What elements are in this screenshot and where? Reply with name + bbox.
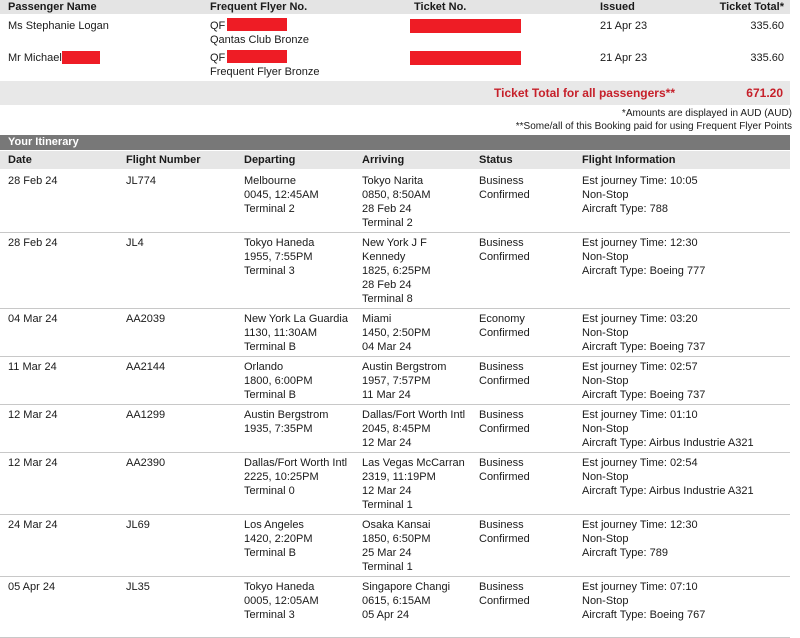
flight-information-line: Est journey Time: 07:10 [582, 581, 698, 593]
arriving-details-line: 1957, 7:57PM [362, 375, 431, 387]
arriving-details-line: Las Vegas McCarran [362, 457, 465, 469]
flight-information-line: Aircraft Type: Boeing 767 [582, 609, 706, 621]
flight-information-line: Aircraft Type: Boeing 777 [582, 265, 706, 277]
flight-information-line: Est journey Time: 01:10 [582, 409, 698, 421]
flight-date [8, 580, 55, 594]
flight-number [126, 174, 156, 188]
flight-date-line: 28 Feb 24 [8, 175, 58, 187]
flight-status [479, 174, 530, 202]
departing-details [244, 312, 348, 354]
departing-details [244, 580, 319, 622]
arriving-details-line: 25 Mar 24 [362, 547, 412, 559]
departing-details-line: Terminal 3 [244, 609, 295, 621]
flight-information [582, 408, 754, 450]
flight-information-line: Non-Stop [582, 471, 629, 483]
departing-details [244, 360, 313, 402]
flight-date-line: 11 Mar 24 [8, 361, 57, 373]
flight-status-line: Business [479, 457, 524, 469]
flight-information [582, 236, 705, 278]
flight-information-line: Est journey Time: 12:30 [582, 237, 698, 249]
flight-number-line: AA1299 [126, 409, 166, 421]
ticket-total-label: Ticket Total for all passengers** [494, 86, 675, 100]
flight-number [126, 518, 150, 532]
flight-row [0, 309, 790, 357]
flight-number [126, 236, 144, 250]
redacted-ticket-number [410, 19, 521, 33]
arriving-details-line: Kennedy [362, 251, 406, 263]
frequent-flyer-tier: Qantas Club Bronze [210, 34, 310, 46]
flight-information [582, 360, 705, 402]
currency-note: *Amounts are displayed in AUD (AUD) [621, 108, 792, 119]
flight-number-line: JL774 [126, 175, 156, 187]
departing-details-line: 1955, 7:55PM [244, 251, 313, 263]
arriving-details [362, 580, 450, 622]
flight-row [0, 171, 790, 233]
flight-status [479, 360, 530, 388]
flight-number-line: AA2144 [126, 361, 166, 373]
flight-date [8, 408, 58, 422]
flight-number [126, 580, 150, 594]
issued-date: 21 Apr 23 [600, 52, 648, 64]
itinerary-table-header [0, 151, 790, 169]
arriving-details-line: Tokyo Narita [362, 175, 424, 187]
arriving-details-line: 04 Mar 24 [362, 341, 412, 353]
flight-information-line: Non-Stop [582, 533, 629, 545]
header-ticket-no: Ticket No. [414, 1, 467, 13]
flight-information-line: Est journey Time: 10:05 [582, 175, 698, 187]
departing-details-line: Tokyo Haneda [244, 581, 315, 593]
flight-row [0, 515, 790, 577]
departing-details-line: 0045, 12:45AM [244, 189, 319, 201]
departing-details-line: Tokyo Haneda [244, 237, 315, 249]
frequent-flyer-tier: Frequent Flyer Bronze [210, 66, 320, 78]
flight-date-line: 24 Mar 24 [8, 519, 58, 531]
header-flight-information: Flight Information [582, 154, 676, 166]
arriving-details-line: Terminal 1 [362, 499, 413, 511]
redacted-ticket-number [410, 51, 521, 65]
flight-status [479, 312, 530, 340]
flight-row [0, 453, 790, 515]
flight-row [0, 577, 790, 638]
arriving-details-line: Terminal 2 [362, 217, 413, 229]
departing-details-line: 1130, 11:30AM [244, 327, 317, 339]
arriving-details-line: Singapore Changi [362, 581, 451, 593]
flight-status [479, 456, 530, 484]
passenger-row [0, 48, 790, 80]
arriving-details-line: 0615, 6:15AM [362, 595, 431, 607]
arriving-details-line: 05 Apr 24 [362, 609, 410, 621]
arriving-details-line: Dallas/Fort Worth Intl [362, 409, 466, 421]
arriving-details [362, 518, 431, 574]
flight-information-line: Aircraft Type: Boeing 737 [582, 341, 706, 353]
flight-information [582, 518, 698, 560]
itinerary-title-bar [0, 135, 790, 150]
arriving-details-line: 12 Mar 24 [362, 437, 412, 449]
flight-information [582, 312, 705, 354]
header-passenger-name: Passenger Name [8, 1, 97, 13]
flight-information-line: Aircraft Type: 788 [582, 203, 669, 215]
flight-number-line: JL69 [126, 519, 150, 531]
arriving-details-line: 1825, 6:25PM [362, 265, 431, 277]
flight-information-line: Non-Stop [582, 251, 629, 263]
flight-status-line: Confirmed [479, 251, 530, 263]
flight-date-line: 12 Mar 24 [8, 457, 58, 469]
flight-date [8, 312, 58, 326]
ticket-total: 335.60 [750, 52, 784, 64]
arriving-details [362, 456, 465, 512]
departing-details-line: Melbourne [244, 175, 296, 187]
flight-number-line: JL4 [126, 237, 144, 249]
arriving-details-line: 2045, 8:45PM [362, 423, 431, 435]
departing-details-line: Terminal 2 [244, 203, 295, 215]
flight-information-line: Aircraft Type: Airbus Industrie A321 [582, 485, 754, 497]
header-issued: Issued [600, 1, 635, 13]
itinerary-title: Your Itinerary [8, 136, 79, 148]
arriving-details-line: 1850, 6:50PM [362, 533, 431, 545]
arriving-details-line: 28 Feb 24 [362, 203, 412, 215]
flight-status [479, 236, 530, 264]
arriving-details-line: Miami [362, 313, 392, 325]
arriving-details-line: Terminal 1 [362, 561, 413, 573]
departing-details [244, 236, 314, 278]
departing-details-line: Orlando [244, 361, 284, 373]
flight-number [126, 360, 165, 374]
header-frequent-flyer: Frequent Flyer No. [210, 1, 308, 13]
ticket-total-value: 671.20 [746, 86, 783, 100]
departing-details-line: 0005, 12:05AM [244, 595, 319, 607]
arriving-details-line: Terminal 8 [362, 293, 413, 305]
departing-details-line: 2225, 10:25PM [244, 471, 319, 483]
passenger-row [0, 16, 790, 48]
departing-details-line: New York La Guardia [244, 313, 348, 325]
departing-details-line: Austin Bergstrom [244, 409, 329, 421]
departing-details-line: Terminal B [244, 547, 296, 559]
departing-details [244, 518, 313, 560]
flight-information-line: Non-Stop [582, 595, 629, 607]
flight-number-line: AA2039 [126, 313, 166, 325]
flight-status-line: Confirmed [479, 327, 530, 339]
ticket-total: 335.60 [750, 20, 784, 32]
flight-information [582, 456, 754, 498]
flight-number-line: JL35 [126, 581, 150, 593]
flight-date [8, 236, 58, 250]
flight-status-line: Business [479, 409, 524, 421]
departing-details-line: 1800, 6:00PM [244, 375, 313, 387]
arriving-details-line: 12 Mar 24 [362, 485, 412, 497]
flight-date-line: 05 Apr 24 [8, 581, 56, 593]
flight-date-line: 04 Mar 24 [8, 313, 58, 325]
flight-date [8, 518, 58, 532]
flight-information-line: Est journey Time: 02:54 [582, 457, 698, 469]
flight-status-line: Business [479, 581, 524, 593]
flight-status [479, 580, 530, 608]
arriving-details-line: New York J F [362, 237, 427, 249]
redacted-frequent-flyer-number [227, 50, 287, 63]
departing-details-line: Terminal 3 [244, 265, 295, 277]
flight-date-line: 28 Feb 24 [8, 237, 58, 249]
arriving-details-line: Austin Bergstrom [362, 361, 447, 373]
flight-information [582, 174, 698, 216]
departing-details-line: 1935, 7:35PM [244, 423, 313, 435]
flight-date-line: 12 Mar 24 [8, 409, 58, 421]
departing-details-line: Los Angeles [244, 519, 304, 531]
flight-information-line: Aircraft Type: Airbus Industrie A321 [582, 437, 754, 449]
arriving-details-line: 2319, 11:19PM [362, 471, 436, 483]
arriving-details-line: 11 Mar 24 [362, 389, 411, 401]
arriving-details [362, 236, 431, 306]
flight-row [0, 405, 790, 453]
flight-status-line: Confirmed [479, 423, 530, 435]
flight-status [479, 408, 530, 436]
redacted-frequent-flyer-number [227, 18, 287, 31]
flight-date [8, 360, 57, 374]
flight-status-line: Confirmed [479, 533, 530, 545]
flight-status-line: Business [479, 237, 524, 249]
flight-status-line: Business [479, 175, 524, 187]
departing-details [244, 456, 347, 498]
flight-number-line: AA2390 [126, 457, 166, 469]
header-departing: Departing [244, 154, 296, 166]
flight-number [126, 408, 165, 422]
header-flight-number: Flight Number [126, 154, 201, 166]
flight-information-line: Non-Stop [582, 423, 629, 435]
flight-status-line: Business [479, 519, 524, 531]
frequent-flyer-prefix: QF [210, 20, 226, 32]
departing-details [244, 174, 319, 216]
flight-status-line: Confirmed [479, 375, 530, 387]
flight-row [0, 233, 790, 309]
redacted-surname [62, 51, 100, 64]
flight-status-line: Confirmed [479, 471, 530, 483]
flight-row [0, 357, 790, 405]
header-status: Status [479, 154, 513, 166]
flight-information-line: Est journey Time: 12:30 [582, 519, 698, 531]
passenger-name: Ms Stephanie Logan [8, 20, 109, 32]
flight-date [8, 456, 58, 470]
flight-number [126, 456, 165, 470]
departing-details-line: 1420, 2:20PM [244, 533, 313, 545]
departing-details-line: Terminal B [244, 341, 296, 353]
departing-details-line: Terminal 0 [244, 485, 295, 497]
points-note: **Some/all of this Booking paid for using Frequent Flyer Points [515, 121, 792, 132]
flight-information-line: Est journey Time: 03:20 [582, 313, 698, 325]
flight-information-line: Est journey Time: 02:57 [582, 361, 698, 373]
flight-number [126, 312, 165, 326]
flight-information-line: Aircraft Type: 789 [582, 547, 669, 559]
flight-date [8, 174, 58, 188]
arriving-details-line: 0850, 8:50AM [362, 189, 431, 201]
header-arriving: Arriving [362, 154, 405, 166]
departing-details [244, 408, 328, 436]
frequent-flyer-prefix: QF [210, 52, 226, 64]
departing-details-line: Terminal B [244, 389, 296, 401]
arriving-details-line: 1450, 2:50PM [362, 327, 431, 339]
departing-details-line: Dallas/Fort Worth Intl [244, 457, 348, 469]
passenger-table-header [0, 0, 790, 14]
arriving-details [362, 312, 431, 354]
flight-information-line: Non-Stop [582, 189, 629, 201]
arriving-details-line: 28 Feb 24 [362, 279, 412, 291]
passenger-name: Mr Michael [8, 52, 62, 64]
flight-information-line: Aircraft Type: Boeing 737 [582, 389, 706, 401]
flight-status-line: Confirmed [479, 595, 530, 607]
arriving-details [362, 408, 465, 450]
header-date: Date [8, 154, 32, 166]
flight-status-line: Economy [479, 313, 525, 325]
header-ticket-total: Ticket Total* [719, 1, 784, 13]
flight-information [582, 580, 705, 622]
flight-information-line: Non-Stop [582, 327, 629, 339]
arriving-details-line: Osaka Kansai [362, 519, 431, 531]
ticket-total-bar [0, 81, 790, 105]
issued-date: 21 Apr 23 [600, 20, 648, 32]
flight-status [479, 518, 530, 546]
flight-information-line: Non-Stop [582, 375, 629, 387]
arriving-details [362, 174, 431, 230]
flight-status-line: Confirmed [479, 189, 530, 201]
arriving-details [362, 360, 446, 402]
flight-status-line: Business [479, 361, 524, 373]
